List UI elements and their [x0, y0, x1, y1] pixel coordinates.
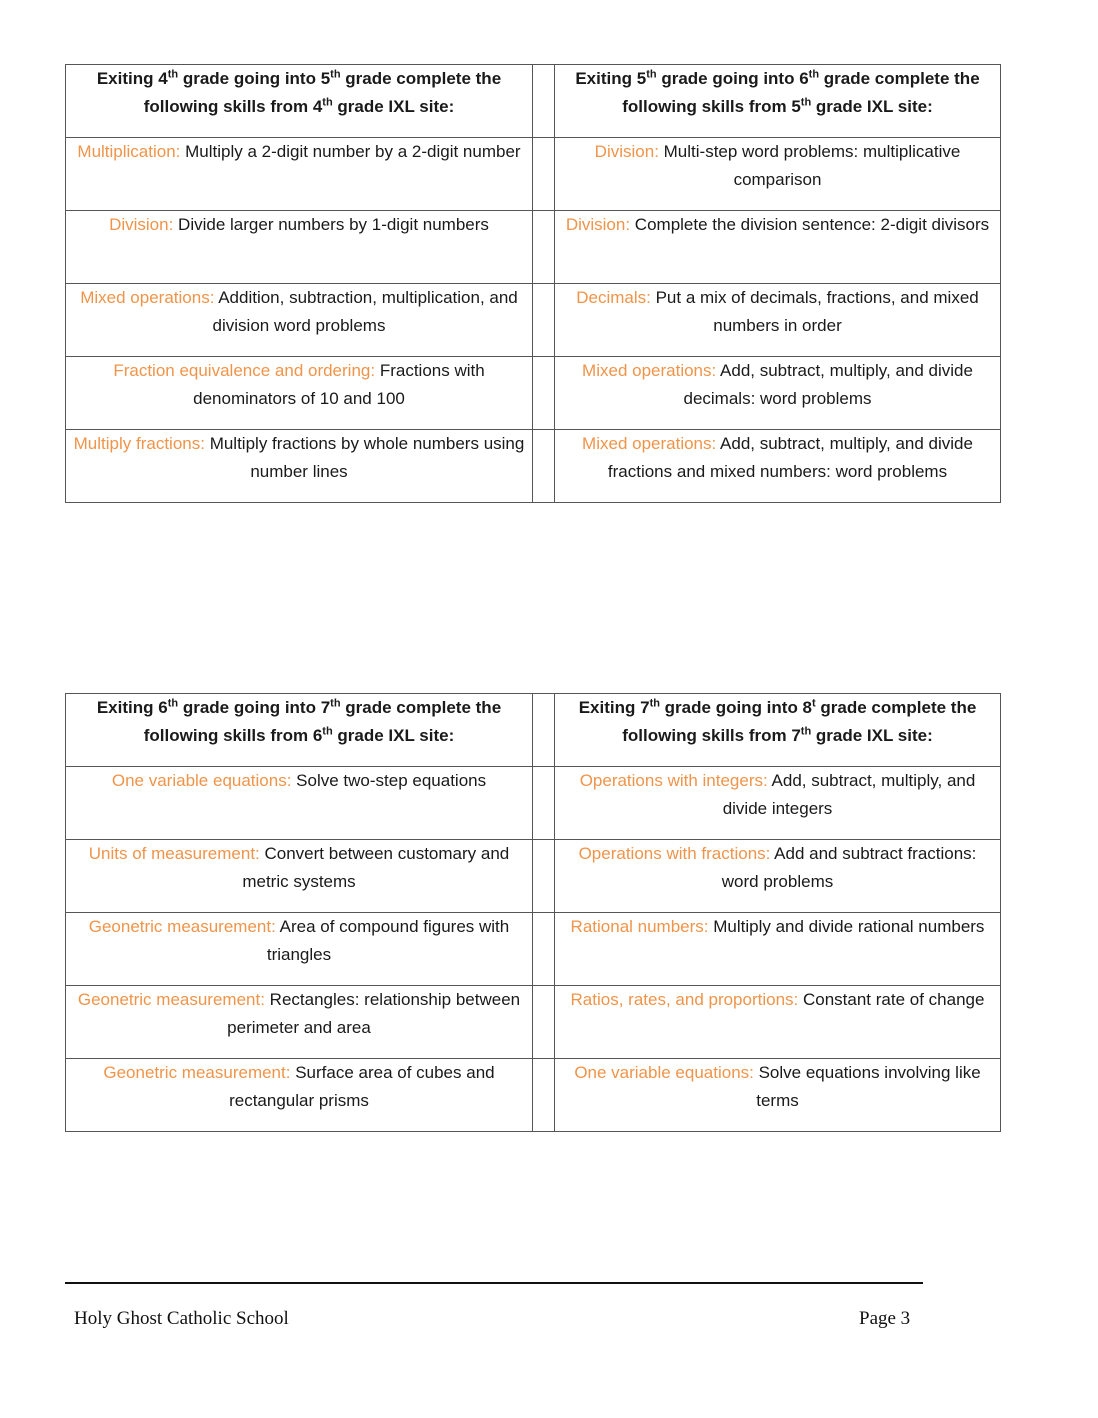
column-gap	[533, 986, 555, 1059]
skill-cell	[555, 430, 1001, 503]
skill-text: Surface area of cubes and rectangular prisms	[229, 1063, 495, 1110]
skill-cell	[66, 284, 533, 357]
header-grade-4: Exiting 4th grade going into 5th grade complete the following skills from 4th grade IXL site:	[66, 65, 533, 138]
skill-category: Mixed operations:	[582, 434, 717, 453]
skill-text: Addition, subtraction, multiplication, and division word problems	[212, 288, 518, 335]
column-gap	[533, 138, 555, 211]
skill-text: Add, subtract, multiply, and divide integers	[722, 771, 976, 818]
footer-page-number: Page 3	[859, 1308, 911, 1329]
skill-cell	[66, 986, 533, 1059]
skill-text: Put a mix of decimals, fractions, and mixed numbers in order	[650, 288, 979, 335]
column-gap	[533, 694, 555, 767]
column-gap	[533, 767, 555, 840]
column-gap	[533, 913, 555, 986]
skill-text: Multiply fractions by whole numbers using number lines	[204, 434, 525, 481]
skill-cell	[555, 913, 1001, 986]
skill-category: Ratios, rates, and proportions:	[570, 990, 799, 1009]
skill-category: One variable equations:	[574, 1063, 754, 1082]
table-row	[66, 840, 1001, 913]
skill-category: Operations with fractions:	[578, 844, 771, 863]
table-header-row	[66, 65, 1001, 138]
header-grade-7: Exiting 7th grade going into 8$^t$ grade complete the following skills from 7th grade IXL site:	[555, 694, 1001, 767]
skill-text: Constant rate of change	[798, 990, 985, 1009]
skill-text: Complete the division sentence: 2-digit divisors	[630, 215, 990, 234]
skill-cell	[555, 767, 1001, 840]
skill-text: Multiply a 2-digit number by a 2-digit number	[180, 142, 521, 161]
column-gap	[533, 357, 555, 430]
skill-cell	[555, 986, 1001, 1059]
skill-cell	[555, 284, 1001, 357]
column-gap	[533, 284, 555, 357]
skill-category: Division:	[594, 142, 659, 161]
skill-category: Multiply fractions:	[73, 434, 205, 453]
skill-cell	[555, 138, 1001, 211]
table-row	[66, 138, 1001, 211]
column-gap	[533, 1059, 555, 1132]
skill-cell	[555, 840, 1001, 913]
skill-category: Geonetric measurement:	[77, 990, 265, 1009]
column-gap	[533, 65, 555, 138]
table-row	[66, 913, 1001, 986]
footer-school-name: Holy Ghost Catholic School	[74, 1308, 289, 1329]
column-gap	[533, 430, 555, 503]
skills-table-grades-4-5	[65, 64, 1001, 503]
skill-cell	[555, 211, 1001, 284]
skill-cell	[66, 767, 533, 840]
skill-text: Fractions with denominators of 10 and 100	[193, 361, 485, 408]
skill-cell	[66, 913, 533, 986]
skill-category: Units of measurement:	[88, 844, 260, 863]
skill-text: Add, subtract, multiply, and divide decimals: word problems	[683, 361, 973, 408]
skill-category: Rational numbers:	[570, 917, 709, 936]
skill-category: Division:	[565, 215, 631, 234]
skill-text: Rectangles: relationship between perimeter and area	[227, 990, 521, 1037]
table-row	[66, 284, 1001, 357]
skill-category: Operations with integers:	[579, 771, 768, 790]
skill-cell	[555, 357, 1001, 430]
skill-text: Multiply and divide rational numbers	[708, 917, 985, 936]
skill-category: Fraction equivalence and ordering:	[113, 361, 376, 380]
skill-cell	[555, 1059, 1001, 1132]
skill-cell	[66, 1059, 533, 1132]
skill-category: Geonetric measurement:	[88, 917, 276, 936]
skill-cell	[66, 211, 533, 284]
skill-category: Decimals:	[576, 288, 651, 307]
skill-cell	[66, 840, 533, 913]
skill-category: Multiplication:	[77, 142, 181, 161]
skill-text: Solve equations involving like terms	[753, 1063, 981, 1110]
column-gap	[533, 840, 555, 913]
header-grade-6: Exiting 6th grade going into 7th grade complete the following skills from 6th grade IXL site:	[66, 694, 533, 767]
skills-table-grades-6-7	[65, 693, 1001, 1132]
skill-cell	[66, 430, 533, 503]
header-grade-5: Exiting 5th grade going into 6th grade complete the following skills from 5th grade IXL site:	[555, 65, 1001, 138]
skill-text: Add and subtract fractions: word problems	[721, 844, 977, 891]
table-header-row	[66, 694, 1001, 767]
table-row	[66, 430, 1001, 503]
table-row	[66, 1059, 1001, 1132]
skill-text: Convert between customary and metric systems	[242, 844, 510, 891]
skill-category: Mixed operations:	[80, 288, 215, 307]
table-row	[66, 357, 1001, 430]
skill-text: Solve two-step equations	[291, 771, 487, 790]
skill-text: Add, subtract, multiply, and divide fractions and mixed numbers: word problems	[607, 434, 973, 481]
skill-text: Multi-step word problems: multiplicative comparison	[658, 142, 961, 189]
table-row	[66, 986, 1001, 1059]
skill-cell	[66, 138, 533, 211]
skill-text: Area of compound figures with triangles	[266, 917, 510, 964]
skill-category: One variable equations:	[111, 771, 292, 790]
skill-category: Mixed operations:	[582, 361, 717, 380]
skill-category: Geonetric measurement:	[103, 1063, 291, 1082]
skill-cell	[66, 357, 533, 430]
footer-divider	[65, 1282, 923, 1284]
skill-category: Division:	[109, 215, 174, 234]
table-row	[66, 767, 1001, 840]
column-gap	[533, 211, 555, 284]
table-row	[66, 211, 1001, 284]
skill-text: Divide larger numbers by 1-digit numbers	[173, 215, 489, 234]
